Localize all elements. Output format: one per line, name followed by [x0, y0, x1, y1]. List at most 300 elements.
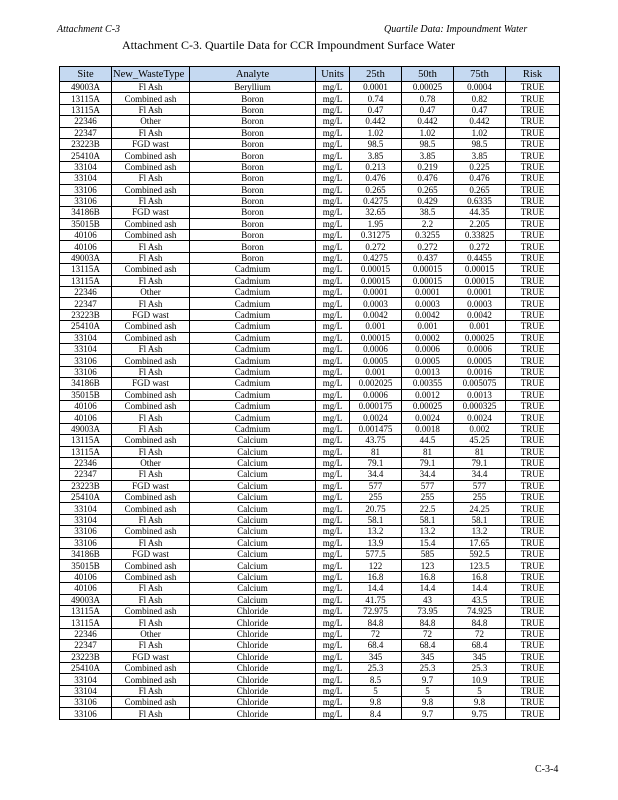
- table-row: [60, 241, 560, 252]
- q50-cell: 255: [402, 492, 454, 503]
- q50-cell: 0.0005: [402, 355, 454, 366]
- risk-cell: TRUE: [506, 127, 560, 138]
- q25-cell: 0.272: [350, 241, 402, 252]
- waste-type-cell: Fl Ash: [112, 514, 190, 525]
- site-cell: 49003A: [60, 82, 112, 93]
- page-number: C-3-4: [535, 764, 559, 775]
- analyte-cell: Calcium: [190, 480, 316, 491]
- q75-cell: 3.85: [454, 150, 506, 161]
- site-cell: 23223B: [60, 480, 112, 491]
- units-cell: mg/L: [316, 195, 350, 206]
- q50-cell: 79.1: [402, 457, 454, 468]
- table-row: [60, 218, 560, 229]
- q25-cell: 79.1: [350, 457, 402, 468]
- q50-cell: 0.219: [402, 161, 454, 172]
- q75-cell: 14.4: [454, 583, 506, 594]
- column-header: 75th: [454, 67, 506, 82]
- table-row: [60, 138, 560, 149]
- site-cell: 33104: [60, 343, 112, 354]
- q25-cell: 5: [350, 685, 402, 696]
- units-cell: mg/L: [316, 549, 350, 560]
- table-row: [60, 275, 560, 286]
- q50-cell: 0.001: [402, 321, 454, 332]
- table-row: [60, 389, 560, 400]
- q50-cell: 81: [402, 446, 454, 457]
- site-cell: 40106: [60, 412, 112, 423]
- q25-cell: 0.213: [350, 161, 402, 172]
- waste-type-cell: Combined ash: [112, 571, 190, 582]
- q50-cell: 0.0012: [402, 389, 454, 400]
- q75-cell: 577: [454, 480, 506, 491]
- q75-cell: 1.02: [454, 127, 506, 138]
- q50-cell: 0.265: [402, 184, 454, 195]
- q50-cell: 34.4: [402, 469, 454, 480]
- q75-cell: 0.272: [454, 241, 506, 252]
- q25-cell: 32.65: [350, 207, 402, 218]
- waste-type-cell: Fl Ash: [112, 298, 190, 309]
- table-row: [60, 605, 560, 616]
- table-row: [60, 469, 560, 480]
- q50-cell: 84.8: [402, 617, 454, 628]
- q75-cell: 0.00015: [454, 264, 506, 275]
- q25-cell: 9.8: [350, 697, 402, 708]
- q75-cell: 34.4: [454, 469, 506, 480]
- q25-cell: 0.0024: [350, 412, 402, 423]
- q50-cell: 0.3255: [402, 230, 454, 241]
- table-row: [60, 549, 560, 560]
- site-cell: 13115A: [60, 93, 112, 104]
- units-cell: mg/L: [316, 230, 350, 241]
- q50-cell: 0.0003: [402, 298, 454, 309]
- risk-cell: TRUE: [506, 708, 560, 719]
- waste-type-cell: Other: [112, 457, 190, 468]
- q50-cell: 14.4: [402, 583, 454, 594]
- q25-cell: 25.3: [350, 662, 402, 673]
- table-row: [60, 514, 560, 525]
- q25-cell: 13.9: [350, 537, 402, 548]
- site-cell: 33104: [60, 503, 112, 514]
- waste-type-cell: Fl Ash: [112, 594, 190, 605]
- q75-cell: 24.25: [454, 503, 506, 514]
- q25-cell: 0.0006: [350, 343, 402, 354]
- site-cell: 22346: [60, 628, 112, 639]
- risk-cell: TRUE: [506, 218, 560, 229]
- units-cell: mg/L: [316, 287, 350, 298]
- q50-cell: 0.00015: [402, 264, 454, 275]
- analyte-cell: Calcium: [190, 492, 316, 503]
- q25-cell: 16.8: [350, 571, 402, 582]
- units-cell: mg/L: [316, 400, 350, 411]
- waste-type-cell: Fl Ash: [112, 241, 190, 252]
- units-cell: mg/L: [316, 435, 350, 446]
- q75-cell: 58.1: [454, 514, 506, 525]
- column-header: New_WasteType: [112, 67, 190, 82]
- table-row: [60, 287, 560, 298]
- site-cell: 22347: [60, 640, 112, 651]
- q75-cell: 17.65: [454, 537, 506, 548]
- q50-cell: 44.5: [402, 435, 454, 446]
- table-row: [60, 662, 560, 673]
- analyte-cell: Boron: [190, 138, 316, 149]
- q25-cell: 3.85: [350, 150, 402, 161]
- waste-type-cell: Fl Ash: [112, 275, 190, 286]
- risk-cell: TRUE: [506, 389, 560, 400]
- risk-cell: TRUE: [506, 173, 560, 184]
- waste-type-cell: Combined ash: [112, 697, 190, 708]
- q25-cell: 0.74: [350, 93, 402, 104]
- waste-type-cell: Combined ash: [112, 560, 190, 571]
- q25-cell: 98.5: [350, 138, 402, 149]
- q75-cell: 0.442: [454, 116, 506, 127]
- table-body: [60, 82, 560, 720]
- risk-cell: TRUE: [506, 321, 560, 332]
- risk-cell: TRUE: [506, 332, 560, 343]
- waste-type-cell: Fl Ash: [112, 537, 190, 548]
- waste-type-cell: Fl Ash: [112, 195, 190, 206]
- table-row: [60, 435, 560, 446]
- q25-cell: 72: [350, 628, 402, 639]
- waste-type-cell: Fl Ash: [112, 366, 190, 377]
- risk-cell: TRUE: [506, 674, 560, 685]
- analyte-cell: Chloride: [190, 628, 316, 639]
- q25-cell: 0.00015: [350, 264, 402, 275]
- units-cell: mg/L: [316, 583, 350, 594]
- site-cell: 40106: [60, 230, 112, 241]
- waste-type-cell: FGD wast: [112, 651, 190, 662]
- waste-type-cell: FGD wast: [112, 549, 190, 560]
- q50-cell: 0.78: [402, 93, 454, 104]
- q25-cell: 577: [350, 480, 402, 491]
- q75-cell: 81: [454, 446, 506, 457]
- site-cell: 13115A: [60, 435, 112, 446]
- table-row: [60, 697, 560, 708]
- q75-cell: 9.75: [454, 708, 506, 719]
- q50-cell: 73.95: [402, 605, 454, 616]
- q25-cell: 43.75: [350, 435, 402, 446]
- waste-type-cell: Fl Ash: [112, 685, 190, 696]
- risk-cell: TRUE: [506, 435, 560, 446]
- q25-cell: 0.002025: [350, 378, 402, 389]
- q75-cell: 43.5: [454, 594, 506, 605]
- waste-type-cell: Fl Ash: [112, 617, 190, 628]
- risk-cell: TRUE: [506, 480, 560, 491]
- q75-cell: 255: [454, 492, 506, 503]
- table-row: [60, 628, 560, 639]
- q50-cell: 0.47: [402, 104, 454, 115]
- analyte-cell: Boron: [190, 104, 316, 115]
- analyte-cell: Calcium: [190, 594, 316, 605]
- q25-cell: 1.95: [350, 218, 402, 229]
- site-cell: 40106: [60, 583, 112, 594]
- analyte-cell: Cadmium: [190, 343, 316, 354]
- table-row: [60, 104, 560, 115]
- units-cell: mg/L: [316, 264, 350, 275]
- q50-cell: 5: [402, 685, 454, 696]
- waste-type-cell: Combined ash: [112, 435, 190, 446]
- table-row: [60, 366, 560, 377]
- units-cell: mg/L: [316, 366, 350, 377]
- units-cell: mg/L: [316, 138, 350, 149]
- units-cell: mg/L: [316, 252, 350, 263]
- analyte-cell: Boron: [190, 218, 316, 229]
- table-row: [60, 332, 560, 343]
- analyte-cell: Boron: [190, 195, 316, 206]
- analyte-cell: Cadmium: [190, 412, 316, 423]
- waste-type-cell: Combined ash: [112, 355, 190, 366]
- risk-cell: TRUE: [506, 583, 560, 594]
- risk-cell: TRUE: [506, 605, 560, 616]
- units-cell: mg/L: [316, 674, 350, 685]
- units-cell: mg/L: [316, 309, 350, 320]
- risk-cell: TRUE: [506, 264, 560, 275]
- waste-type-cell: Fl Ash: [112, 173, 190, 184]
- analyte-cell: Calcium: [190, 537, 316, 548]
- q25-cell: 0.0042: [350, 309, 402, 320]
- q25-cell: 0.31275: [350, 230, 402, 241]
- q25-cell: 0.4275: [350, 252, 402, 263]
- waste-type-cell: Fl Ash: [112, 583, 190, 594]
- units-cell: mg/L: [316, 218, 350, 229]
- risk-cell: TRUE: [506, 492, 560, 503]
- q25-cell: 34.4: [350, 469, 402, 480]
- q50-cell: 0.00025: [402, 82, 454, 93]
- q75-cell: 0.0042: [454, 309, 506, 320]
- table-row: [60, 321, 560, 332]
- site-cell: 33106: [60, 355, 112, 366]
- q75-cell: 345: [454, 651, 506, 662]
- waste-type-cell: Combined ash: [112, 264, 190, 275]
- site-cell: 40106: [60, 400, 112, 411]
- site-cell: 33106: [60, 526, 112, 537]
- risk-cell: TRUE: [506, 343, 560, 354]
- waste-type-cell: Combined ash: [112, 230, 190, 241]
- q25-cell: 81: [350, 446, 402, 457]
- units-cell: mg/L: [316, 469, 350, 480]
- table-row: [60, 640, 560, 651]
- q50-cell: 2.2: [402, 218, 454, 229]
- q25-cell: 1.02: [350, 127, 402, 138]
- waste-type-cell: Fl Ash: [112, 423, 190, 434]
- table-row: [60, 412, 560, 423]
- risk-cell: TRUE: [506, 207, 560, 218]
- risk-cell: TRUE: [506, 195, 560, 206]
- column-header: 50th: [402, 67, 454, 82]
- site-cell: 49003A: [60, 423, 112, 434]
- site-cell: 49003A: [60, 252, 112, 263]
- analyte-cell: Boron: [190, 173, 316, 184]
- q25-cell: 0.000175: [350, 400, 402, 411]
- analyte-cell: Boron: [190, 252, 316, 263]
- units-cell: mg/L: [316, 104, 350, 115]
- site-cell: 25410A: [60, 150, 112, 161]
- q25-cell: 72.975: [350, 605, 402, 616]
- table-row: [60, 82, 560, 93]
- analyte-cell: Calcium: [190, 526, 316, 537]
- q25-cell: 0.001475: [350, 423, 402, 434]
- analyte-cell: Cadmium: [190, 400, 316, 411]
- q75-cell: 2.205: [454, 218, 506, 229]
- analyte-cell: Boron: [190, 184, 316, 195]
- waste-type-cell: Fl Ash: [112, 640, 190, 651]
- units-cell: mg/L: [316, 321, 350, 332]
- risk-cell: TRUE: [506, 503, 560, 514]
- waste-type-cell: FGD wast: [112, 378, 190, 389]
- column-header: Analyte: [190, 67, 316, 82]
- table-row: [60, 309, 560, 320]
- risk-cell: TRUE: [506, 287, 560, 298]
- q25-cell: 68.4: [350, 640, 402, 651]
- analyte-cell: Calcium: [190, 560, 316, 571]
- site-cell: 25410A: [60, 492, 112, 503]
- units-cell: mg/L: [316, 708, 350, 719]
- risk-cell: TRUE: [506, 355, 560, 366]
- q75-cell: 0.476: [454, 173, 506, 184]
- units-cell: mg/L: [316, 343, 350, 354]
- analyte-cell: Cadmium: [190, 275, 316, 286]
- analyte-cell: Cadmium: [190, 332, 316, 343]
- risk-cell: TRUE: [506, 446, 560, 457]
- table-header-row: [60, 67, 560, 82]
- table-row: [60, 93, 560, 104]
- analyte-cell: Cadmium: [190, 389, 316, 400]
- units-cell: mg/L: [316, 560, 350, 571]
- site-cell: 22346: [60, 116, 112, 127]
- q75-cell: 74.925: [454, 605, 506, 616]
- q50-cell: 58.1: [402, 514, 454, 525]
- page-title: Attachment C-3. Quartile Data for CCR Impoundment Surface Water: [122, 38, 456, 52]
- q75-cell: 0.47: [454, 104, 506, 115]
- q25-cell: 0.00015: [350, 275, 402, 286]
- waste-type-cell: Combined ash: [112, 605, 190, 616]
- risk-cell: TRUE: [506, 628, 560, 639]
- table-row: [60, 583, 560, 594]
- table-row: [60, 173, 560, 184]
- units-cell: mg/L: [316, 275, 350, 286]
- q50-cell: 123: [402, 560, 454, 571]
- table-row: [60, 161, 560, 172]
- q75-cell: 25.3: [454, 662, 506, 673]
- waste-type-cell: Other: [112, 287, 190, 298]
- q75-cell: 98.5: [454, 138, 506, 149]
- site-cell: 22347: [60, 298, 112, 309]
- q75-cell: 0.00025: [454, 332, 506, 343]
- analyte-cell: Chloride: [190, 640, 316, 651]
- site-cell: 13115A: [60, 264, 112, 275]
- waste-type-cell: Fl Ash: [112, 412, 190, 423]
- site-cell: 22346: [60, 287, 112, 298]
- q50-cell: 13.2: [402, 526, 454, 537]
- units-cell: mg/L: [316, 82, 350, 93]
- q25-cell: 0.0001: [350, 287, 402, 298]
- q25-cell: 8.4: [350, 708, 402, 719]
- site-cell: 33106: [60, 537, 112, 548]
- table-row: [60, 264, 560, 275]
- analyte-cell: Cadmium: [190, 423, 316, 434]
- q25-cell: 8.5: [350, 674, 402, 685]
- q25-cell: 577.5: [350, 549, 402, 560]
- analyte-cell: Chloride: [190, 674, 316, 685]
- units-cell: mg/L: [316, 605, 350, 616]
- site-cell: 35015B: [60, 560, 112, 571]
- site-cell: 33104: [60, 332, 112, 343]
- risk-cell: TRUE: [506, 104, 560, 115]
- units-cell: mg/L: [316, 651, 350, 662]
- site-cell: 33106: [60, 708, 112, 719]
- units-cell: mg/L: [316, 173, 350, 184]
- q25-cell: 0.476: [350, 173, 402, 184]
- units-cell: mg/L: [316, 571, 350, 582]
- q75-cell: 44.35: [454, 207, 506, 218]
- q75-cell: 10.9: [454, 674, 506, 685]
- waste-type-cell: FGD wast: [112, 309, 190, 320]
- waste-type-cell: Combined ash: [112, 389, 190, 400]
- q25-cell: 0.47: [350, 104, 402, 115]
- analyte-cell: Cadmium: [190, 287, 316, 298]
- waste-type-cell: Combined ash: [112, 150, 190, 161]
- table-row: [60, 150, 560, 161]
- units-cell: mg/L: [316, 241, 350, 252]
- q50-cell: 345: [402, 651, 454, 662]
- table-row: [60, 252, 560, 263]
- column-header: Site: [60, 67, 112, 82]
- units-cell: mg/L: [316, 389, 350, 400]
- q75-cell: 0.0024: [454, 412, 506, 423]
- waste-type-cell: Combined ash: [112, 321, 190, 332]
- waste-type-cell: Combined ash: [112, 400, 190, 411]
- q25-cell: 122: [350, 560, 402, 571]
- risk-cell: TRUE: [506, 651, 560, 662]
- analyte-cell: Cadmium: [190, 366, 316, 377]
- risk-cell: TRUE: [506, 230, 560, 241]
- units-cell: mg/L: [316, 685, 350, 696]
- analyte-cell: Calcium: [190, 503, 316, 514]
- q25-cell: 345: [350, 651, 402, 662]
- waste-type-cell: Combined ash: [112, 93, 190, 104]
- q75-cell: 0.0005: [454, 355, 506, 366]
- site-cell: 33106: [60, 195, 112, 206]
- q25-cell: 0.265: [350, 184, 402, 195]
- units-cell: mg/L: [316, 492, 350, 503]
- site-cell: 33104: [60, 173, 112, 184]
- waste-type-cell: Combined ash: [112, 161, 190, 172]
- risk-cell: TRUE: [506, 514, 560, 525]
- waste-type-cell: Fl Ash: [112, 252, 190, 263]
- analyte-cell: Calcium: [190, 457, 316, 468]
- q50-cell: 15.4: [402, 537, 454, 548]
- site-cell: 13115A: [60, 104, 112, 115]
- q50-cell: 98.5: [402, 138, 454, 149]
- waste-type-cell: FGD wast: [112, 480, 190, 491]
- q75-cell: 0.6335: [454, 195, 506, 206]
- site-cell: 13115A: [60, 605, 112, 616]
- q75-cell: 0.001: [454, 321, 506, 332]
- analyte-cell: Cadmium: [190, 264, 316, 275]
- q75-cell: 0.002: [454, 423, 506, 434]
- site-cell: 23223B: [60, 138, 112, 149]
- analyte-cell: Boron: [190, 150, 316, 161]
- waste-type-cell: Combined ash: [112, 332, 190, 343]
- table-row: [60, 492, 560, 503]
- waste-type-cell: FGD wast: [112, 138, 190, 149]
- risk-cell: TRUE: [506, 640, 560, 651]
- site-cell: 33106: [60, 366, 112, 377]
- table-row: [60, 423, 560, 434]
- analyte-cell: Cadmium: [190, 378, 316, 389]
- q25-cell: 0.001: [350, 321, 402, 332]
- risk-cell: TRUE: [506, 138, 560, 149]
- q50-cell: 22.5: [402, 503, 454, 514]
- q50-cell: 0.429: [402, 195, 454, 206]
